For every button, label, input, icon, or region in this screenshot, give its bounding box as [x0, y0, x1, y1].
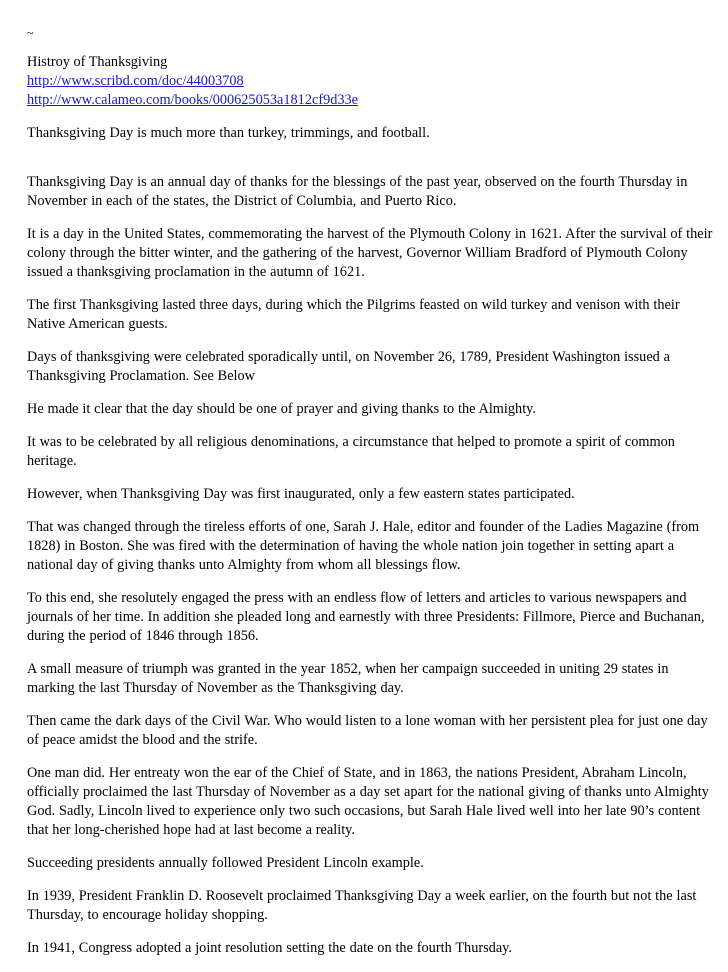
paragraph: Then came the dark days of the Civil War. Who would listen to a lone woman with her persistent plea for just one day of peace amidst the blood and the strife.	[27, 713, 708, 748]
paragraph: It is a day in the United States, commemorating the harvest of the Plymouth Colony in 1621. After the survival of their colony through the bitter winter, and the gathering of the harvest, Governor William Bradford of Plymouth Colony issued a thanksgiving proclamation in the autumn of 1621.	[27, 226, 713, 280]
paragraph: To this end, she resolutely engaged the press with an endless flow of letters and articles to various newspapers and journals of her time. In addition she pleaded long and earnestly with three Presidents: Fillmore, Pierce and Buchanan, during the period of 1846 through 1856.	[27, 590, 705, 644]
paragraph: It was to be celebrated by all religious denominations, a circumstance that helped to promote a spirit of common heritage.	[27, 434, 675, 469]
document-header	[27, 53, 717, 110]
paragraph: A small measure of triumph was granted in the year 1852, when her campaign succeeded in uniting 29 states in marking the last Thursday of November as the Thanksgiving day.	[27, 661, 669, 696]
paragraph: That was changed through the tireless efforts of one, Sarah J. Hale, editor and founder of the Ladies Magazine (from 1828) in Boston. She was fired with the determination of having the whole nation join together in setting apart a national day of giving thanks unto Almighty from whom all blessings flow.	[27, 519, 700, 573]
document-page	[27, 24, 717, 972]
paragraph: In 1941, Congress adopted a joint resolution setting the date on the fourth Thursday.	[27, 940, 512, 956]
scribd-link[interactable]: http://www.scribd.com/doc/44003708	[27, 73, 244, 89]
paragraph: Thanksgiving Day is an annual day of thanks for the blessings of the past year, observed on the fourth Thursday in November in each of the states, the District of Columbia, and Puerto Rico.	[27, 174, 688, 209]
document-title: Histroy of Thanksgiving	[27, 54, 168, 70]
calameo-link[interactable]: http://www.calameo.com/books/000625053a1812cf9d33e	[27, 92, 359, 108]
paragraph: He made it clear that the day should be one of prayer and giving thanks to the Almighty.	[27, 401, 536, 417]
paragraph: Succeeding presidents annually followed President Lincoln example.	[27, 855, 424, 871]
paragraph: However, when Thanksgiving Day was first inaugurated, only a few eastern states participated.	[27, 486, 575, 502]
tilde-mark: ~	[27, 26, 34, 40]
paragraph: Days of thanksgiving were celebrated sporadically until, on November 26, 1789, President Washington issued a Thanksgiving Proclamation. See Below	[27, 349, 671, 384]
paragraph: In 1939, President Franklin D. Roosevelt proclaimed Thanksgiving Day a week earlier, on the fourth but not the last Thursday, to encourage holiday shopping.	[27, 888, 697, 923]
intro-paragraph: Thanksgiving Day is much more than turkey, trimmings, and football.	[27, 125, 430, 141]
paragraph: One man did. Her entreaty won the ear of the Chief of State, and in 1863, the nations President, Abraham Lincoln, officially proclaimed the last Thursday of November as a day set apart for the national giving of thanks unto Almighty God. Sadly, Lincoln lived to experience only two such occasions, but Sarah Hale lived well into her late 90’s content that her long-cherished hope had at last become a reality.	[27, 765, 709, 838]
paragraph: The first Thanksgiving lasted three days, during which the Pilgrims feasted on wild turkey and venison with their Native American guests.	[27, 297, 680, 332]
